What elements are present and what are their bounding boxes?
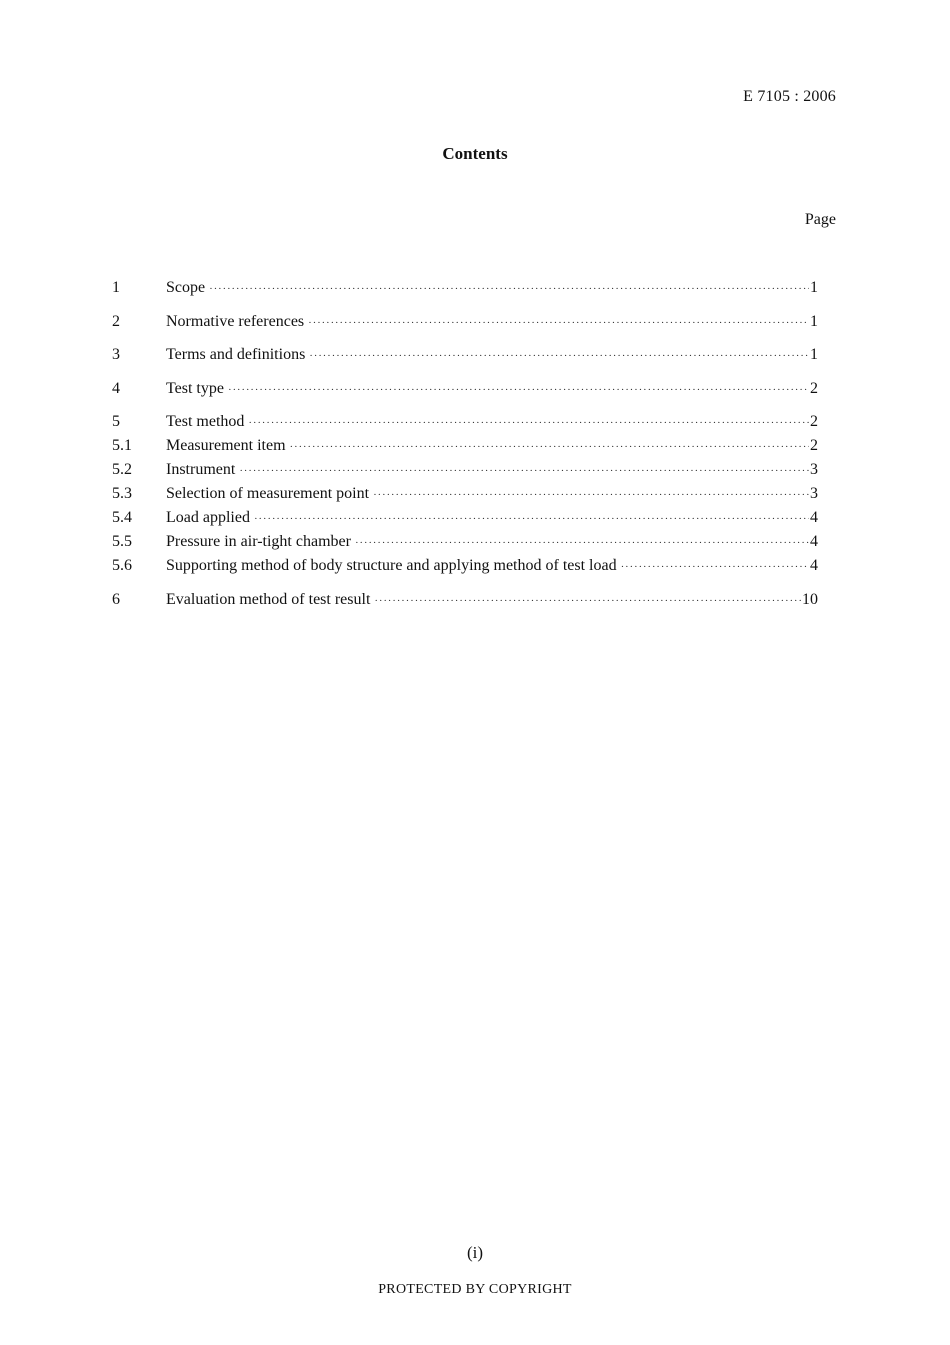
toc-entry-title: Load applied bbox=[166, 509, 250, 526]
table-of-contents bbox=[112, 276, 818, 612]
toc-entry[interactable] bbox=[112, 276, 818, 300]
toc-entry-title: Evaluation method of test result bbox=[166, 590, 371, 608]
toc-entry-number: 5 bbox=[112, 413, 120, 430]
toc-leader-dots bbox=[254, 507, 809, 531]
copyright-footer: PROTECTED BY COPYRIGHT bbox=[378, 1282, 572, 1297]
toc-entry-number: 2 bbox=[112, 312, 120, 330]
toc-leader-dots bbox=[239, 459, 809, 483]
toc-entry-number: 4 bbox=[112, 379, 120, 397]
toc-entry-page: 4 bbox=[810, 509, 818, 526]
toc-entry-page: 3 bbox=[810, 485, 818, 502]
toc-entry-number: 5.5 bbox=[112, 533, 132, 550]
toc-entry-title: Test method bbox=[166, 413, 245, 430]
toc-leader-dots bbox=[248, 411, 809, 435]
toc-leader-dots bbox=[309, 344, 809, 368]
toc-leader-dots bbox=[290, 435, 809, 459]
toc-entry-number: 5.1 bbox=[112, 437, 132, 454]
toc-entry-title: Instrument bbox=[166, 461, 236, 478]
toc-entry[interactable] bbox=[112, 377, 818, 401]
toc-entry[interactable] bbox=[112, 554, 818, 578]
toc-entry-page: 4 bbox=[810, 533, 818, 550]
toc-entry-page: 2 bbox=[810, 379, 818, 397]
toc-entry-title: Supporting method of body structure and applying method of test load bbox=[166, 557, 617, 574]
toc-entry-page: 4 bbox=[810, 557, 818, 574]
document-id: E 7105 : 2006 bbox=[743, 88, 836, 105]
toc-entry[interactable] bbox=[112, 530, 818, 554]
toc-entry-title: Scope bbox=[166, 279, 206, 296]
toc-entry-title: Terms and definitions bbox=[166, 346, 306, 363]
toc-entry[interactable] bbox=[112, 482, 818, 506]
toc-entry[interactable] bbox=[112, 458, 818, 482]
toc-leader-dots bbox=[228, 378, 809, 402]
toc-entry-title: Test type bbox=[166, 379, 224, 397]
toc-leader-dots bbox=[355, 531, 809, 555]
toc-leader-dots bbox=[373, 483, 809, 507]
page-title: Contents bbox=[442, 144, 508, 163]
toc-leader-dots bbox=[308, 311, 809, 335]
page-folio: (i) bbox=[466, 1243, 484, 1262]
toc-entry[interactable] bbox=[112, 588, 818, 612]
toc-leader-dots bbox=[374, 589, 801, 613]
toc-entry-page: 1 bbox=[810, 312, 818, 330]
toc-entry-number: 5.4 bbox=[112, 509, 132, 526]
toc-leader-dots bbox=[209, 277, 809, 301]
toc-entry-number: 5.3 bbox=[112, 485, 132, 502]
toc-entry-number: 5.2 bbox=[112, 461, 132, 478]
toc-entry-title: Normative references bbox=[166, 312, 305, 330]
toc-entry-number: 5.6 bbox=[112, 557, 132, 574]
toc-entry-page: 1 bbox=[810, 346, 818, 363]
toc-entry-title: Pressure in air-tight chamber bbox=[166, 533, 351, 550]
toc-entry-number: 3 bbox=[112, 346, 120, 363]
toc-entry-number: 1 bbox=[112, 279, 120, 296]
toc-entry[interactable] bbox=[112, 343, 818, 367]
toc-entry-title: Measurement item bbox=[166, 437, 286, 454]
toc-entry-page: 3 bbox=[810, 461, 818, 478]
page-column-label: Page bbox=[804, 211, 836, 228]
toc-entry[interactable] bbox=[112, 506, 818, 530]
toc-entry-page: 1 bbox=[810, 279, 818, 296]
toc-entry-page: 2 bbox=[810, 437, 818, 454]
toc-entry[interactable] bbox=[112, 434, 818, 458]
toc-entry-page: 2 bbox=[810, 413, 818, 430]
toc-entry-title: Selection of measurement point bbox=[166, 485, 370, 502]
toc-entry[interactable] bbox=[112, 410, 818, 434]
toc-entry-page: 10 bbox=[802, 590, 818, 608]
toc-entry-number: 6 bbox=[112, 590, 120, 608]
toc-leader-dots bbox=[621, 555, 809, 579]
toc-entry[interactable] bbox=[112, 310, 818, 334]
